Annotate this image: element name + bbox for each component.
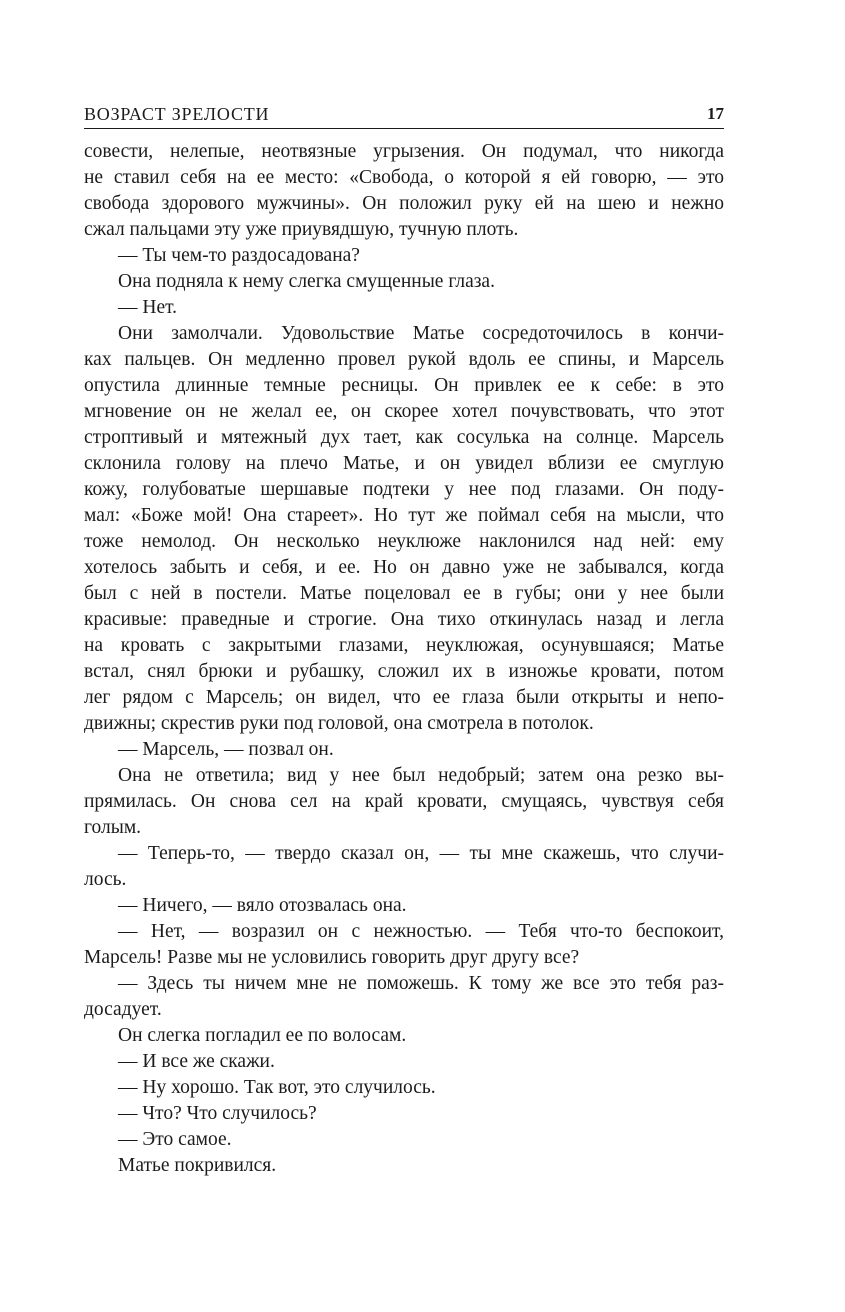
text-line: красивые: праведные и строгие. Она тихо откинулась назад и легла [84,609,724,630]
text-line: кожу, голубоватые шершавые подтеки у нее под глазами. Он поду- [84,479,724,500]
text-line: лег рядом с Марсель; он видел, что ее глаза были открыты и непо- [84,687,724,708]
text-line: Она не ответила; вид у нее был недобрый; затем она резко вы- [118,765,724,786]
text-line: Он слегка погладил ее по волосам. [118,1025,407,1046]
text-line: строптивый и мятежный дух тает, как сосулька на солнце. Марсель [84,427,724,448]
text-line: тоже немолод. Он несколько неуклюже наклонился над ней: ему [84,531,724,552]
text-line: — Нет, — возразил он с нежностью. — Тебя что-то беспокоит, [118,921,724,942]
running-title: ВОЗРАСТ ЗРЕЛОСТИ [84,104,270,124]
text-line: опустила длинные темные ресницы. Он привлек ее к себе: в это [84,375,724,396]
text-line: сжал пальцами эту уже приувядшую, тучную плоть. [84,219,519,240]
text-line: не ставил себя на ее место: «Свобода, о которой я ей говорю, — это [84,167,724,188]
text-line: Матье покривился. [118,1155,277,1176]
text-line: досадует. [84,999,162,1020]
text-line: — Ничего, — вяло отозвалась она. [118,895,407,916]
text-line: Марсель! Разве мы не условились говорить друг другу все? [84,947,580,968]
text-line: — Что? Что случилось? [118,1103,317,1124]
text-line: лось. [84,869,127,890]
text-line: Они замолчали. Удовольствие Матье сосредоточилось в кончи- [118,323,724,344]
text-line: — Теперь-то, — твердо сказал он, — ты мне скажешь, что случи- [118,843,724,864]
text-line: — Ну хорошо. Так вот, это случилось. [118,1077,436,1098]
text-line: прямилась. Он снова сел на край кровати, смущаясь, чувствуя себя [84,791,724,812]
text-line: ках пальцев. Он медленно провел рукой вдоль ее спины, и Марсель [84,349,724,370]
text-line: Она подняла к нему слегка смущенные глаза. [118,271,495,292]
text-line: был с ней в постели. Матье поцеловал ее в губы; они у нее были [84,583,724,604]
text-line: — Здесь ты ничем мне не поможешь. К тому же все это тебя раз- [118,973,724,994]
body-text [84,139,724,1179]
text-line: на кровать с закрытыми глазами, неуклюжая, осунувшаяся; Матье [84,635,724,656]
text-line: — Марсель, — позвал он. [118,739,334,760]
text-line: мал: «Боже мой! Она стареет». Но тут же поймал себя на мысли, что [84,505,724,526]
text-line: склонила голову на плечо Матье, и он увидел вблизи ее смуглую [84,453,724,474]
text-line: — Это самое. [118,1129,232,1150]
text-line: свобода здорового мужчины». Он положил руку ей на шею и нежно [84,193,724,214]
text-line: движны; скрестив руки под головой, она смотрела в потолок. [84,713,594,734]
text-line: — Ты чем-то раздосадована? [118,245,360,266]
running-head [84,102,724,129]
text-line: встал, снял брюки и рубашку, сложил их в изножье кровати, потом [84,661,724,682]
text-line: хотелось забыть и себя, и ее. Но он давно уже не забывался, когда [84,557,724,578]
page-number: 17 [707,104,724,123]
text-line: совести, нелепые, неотвязные угрызения. Он подумал, что никогда [84,141,724,162]
text-line: мгновение он не желал ее, он скорее хотел почувствовать, что этот [84,401,724,422]
text-line: — Нет. [118,297,178,318]
text-line: голым. [84,817,142,838]
text-line: — И все же скажи. [118,1051,275,1072]
